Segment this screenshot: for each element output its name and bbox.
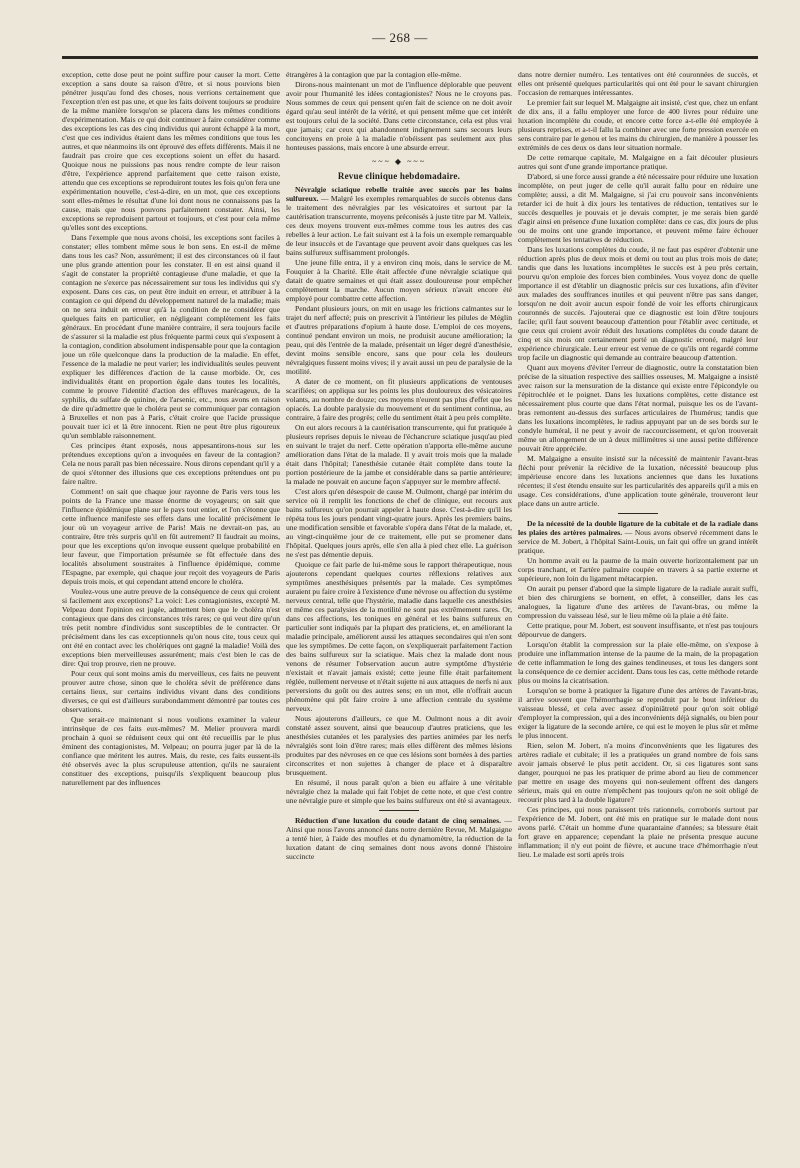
column-left [62, 70, 280, 1150]
paragraph: On aurait pu penser d'abord que la simple ligature de la radiale aurait suffi, et bien des chirurgiens se bornent, en effet, à conseiller, dans les cas analogues, la ligature d'une des artères de l'avant-bras, ou même la compression du vaisseau lésé, sur le lieu même où la plaie a été faite. [518, 584, 758, 620]
article-paragraph [518, 519, 758, 555]
paragraph-text: — Malgré les exemples remarquables de succès obtenus dans le traitement des névralgies par les vésicatoires et surtout par la cautérisation transcurrente, moyens préconisés à juste titre par M. Valleix, ces deux moyens trouvent eux-mêmes comme tous les autres des cas rebelles à leur action. Le fait suivant est à la fois un exemple remarquable de leur insuccès et de l'avantage que peuvent avoir dans quelques cas les bains sulfureux suffisamment prolongés. [286, 194, 512, 257]
paragraph: Rien, selon M. Jobert, n'a moins d'inconvénients que les ligatures des artères radiale et cubitale; il les a pratiquées un grand nombre de fois sans avoir jamais observé le plus petit accident. Or, si ces ligatures sont sans danger, pourquoi ne pas les pratiquer de prime abord au lieu de commencer par mettre en usage des moyens qui non-seulement offrent des dangers sérieux, mais qui en outre n'empêchent pas toujours qu'on ne soit obligé de recourir plus tard à la double ligature? [518, 741, 758, 804]
section-title: Revue clinique hebdomadaire. [337, 171, 461, 181]
short-divider [618, 513, 658, 514]
paragraph: Un homme avait eu la paume de la main ouverte horizontalement par un corps tranchant, et l'artère palmaire coupée en travers à sa partie externe et supérieure, non loin du ligament métacarpien. [518, 556, 758, 583]
paragraph: exception, cette dose peut ne point suffire pour causer la mort. Cette exception a sans doute sa raison d'être, et si nous pouvions bien pénétrer jusqu'au fond des choses, nous verrions certainement que l'exception n'en est pas une, et que les faits doivent toujours se produire de la même manière lorsqu'on se placera dans les mêmes conditions d'expérimentation. Mais ce qui doit continuer à faire considérer comme des exceptions les cas des cinq individus qui auront échappé à la mort, c'est que ces individus étaient dans les mêmes conditions que tous les autres, et que néanmoins ils ont éprouvé des effets différents. Mais il ne faudrait pas croire que ces exceptions soient un effet du hasard. Quoique nous ne puissions pas nous rendre compte de leur raison d'être, l'expérience apprend parfaitement que cette raison existe, attendu que ces exceptions se reproduiront toutes les fois qu'on fera une expérimentation nouvelle, c'est-à-dire, en un mot, que ces exceptions sont elles-mêmes le résultat d'une loi dont nous ne connaissons pas la cause, mais que nous pouvons parfaitement constater. Ainsi, les exceptions se reproduisent partout et toujours, et c'est pour cela même qu'elles sont des exceptions. [62, 70, 280, 232]
article-title: De la nécessité de la double ligature de la cubitale et de la radiale dans les plaies des artères palmaires. [518, 519, 758, 537]
article-paragraph [286, 816, 512, 861]
paragraph: M. Malgaigne a ensuite insisté sur la nécessité de maintenir l'avant-bras fléchi pour prévenir la récidive de la luxation, nécessité beaucoup plus impérieuse encore dans les luxations anciennes que dans les luxations récentes; il s'est étendu ensuite sur les particularités des appareils qu'il a mis en usage. Ces considérations, d'une application toute générale, trouveront leur place dans un autre article. [518, 454, 758, 508]
paragraph-text: — Nous avons observé récemment dans le service de M. Jobert, à l'hôpital Saint-Louis, un fait qui offre un grand intérêt pratique. [518, 528, 758, 555]
ornament-divider: ~~~ ◆ ~~~ [371, 157, 427, 166]
article-title: Réduction d'une luxation du coude datant de cinq semaines. [295, 816, 502, 825]
paragraph: Comment! on sait que chaque jour rayonne de Paris vers tous les points de la France une masse énorme de voyageurs; on sait que l'influence épidémique plane sur le pays tout entier, et l'on s'étonne que cette influence manifeste ses effets dans une localité précisément le jour où un voyageur arrive de Paris! Mais ne devrait-on pas, au contraire, être très surpris qu'il en fût autrement? Il faudrait au moins, pour que les exceptions qu'on invoque eussent quelque probabilité en leur faveur, que l'importation présumée se fût effectuée dans des localités absolument soustraites à l'influence épidémique, comme l'Espagne, par exemple, qui chaque jour reçoit des voyageurs de Paris depuis trois mois, et qui cependant attend encore le choléra. [62, 487, 280, 586]
paragraph: On eut alors recours à la cautérisation transcurrente, qui fut pratiquée à plusieurs reprises depuis le niveau de l'échancrure sciatique jusqu'au pied en suivant le trajet du nerf. Cette opération n'apporta elle-même aucune amélioration dans l'état de la malade. Il y avait trois mois que la malade était dans l'hôpital; l'anesthésie cutanée était complète dans toute la portion postérieure de la jambe et considérable dans sa partie antérieure; la malade ne pouvait en aucune façon s'appuyer sur le membre affecté. [286, 423, 512, 486]
paragraph: Le premier fait sur lequel M. Malgaigne ait insisté, c'est que, chez un enfant de dix ans, il a fallu employer une force de 400 livres pour réduire une luxation incomplète du coude, et encore cette force a-t-elle été employée à plusieurs reprises, et a-t-il fallu la combiner avec une forte pression exercée en sens contraire par le genou et les mains du chirurgien, de manière à pousser les extrémités de ces deux os dans leur situation normale. [518, 98, 758, 152]
paragraph: Que serait-ce maintenant si nous voulions examiner la valeur intrinsèque de ces faits eux-mêmes? M. Melier prouvera mardi prochain à quoi se réduisent ceux qui ont été recueillis par le plus éminent des contagionistes, M. Velpeau; on pourra juger par là de la confiance que méritent les autres. Mais, du reste, ces faits eussent-ils été observés avec la plus scrupuleuse attention, qu'ils ne sauraient constituer des exceptions, puisqu'ils s'expliquent beaucoup plus naturellement par des influences [62, 715, 280, 787]
paragraph: Voulez-vous une autre preuve de la conséquence de ceux qui croient si facilement aux exceptions? La voici: Les contagionistes, excepté M. Velpeau dont l'opinion est jugée, admettent bien que le choléra n'est contagieux que dans des circonstances très rares; ce qui veut dire qu'un très petit nombre d'individus sont susceptibles de le contracter. Or précisément dans les cas exceptionnels qu'on nous cite, tous ceux qui ont été en contact avec les cholériques ont gagné la maladie! Voilà des exceptions bien merveilleuses assurément; mais c'est bien le cas de dire: Qui trop prouve, rien ne prouve. [62, 587, 280, 668]
column-middle [286, 70, 512, 1150]
paragraph: Pour ceux qui sont moins amis du merveilleux, ces faits ne peuvent prouver autre chose, sinon que le choléra sévit de préférence dans certains lieux, sur certains individus vivant dans des conditions diverses, ce qui est d'ailleurs surabondamment démontré par toutes ces observations. [62, 669, 280, 714]
paragraph: C'est alors qu'en désespoir de cause M. Oulmont, chargé par intérim du service où il remplit les fonctions de chef de clinique, eut recours aux bains sulfureux qu'on pourrait appeler à haute dose. C'est-à-dire qu'il les répéta tous les jours pendant vingt-quatre jours. Après les premiers bains, une modification sensible et favorable s'opéra dans l'état de la malade, et, au vingt-cinquième jour de ce traitement, elle put se promener dans l'hôpital. Quelques jours après, elle s'en alla à pied chez elle. La guérison ne s'est pas démentie depuis. [286, 487, 512, 559]
paragraph: Dirons-nous maintenant un mot de l'influence déplorable que peuvent avoir pour l'humanité les idées contagionistes? Nous ne le croyons pas. Nous sommes de ceux qui pensent qu'en fait de science on ne doit avoir égard qu'au seul intérêt de la vérité, et qui pensent même que cet intérêt est toujours celui de la société. Dans cette circonstance, cela est plus vrai que jamais; car ceux qui abandonnent indignement sans secours leurs concitoyens en proie à la maladie n'obéissent pas seulement aux plus honteuses passions, mais encore à une absurde erreur. [286, 80, 512, 152]
article-paragraph [286, 185, 512, 257]
paragraph: Ces principes étant exposés, nous appesantirons-nous sur les prétendues exceptions qu'on a invoquées en faveur de la contagion? Cela ne nous paraît pas bien nécessaire. Nous dirons cependant qu'il y a de quoi s'étonner des illusions que ces exceptions prétendues ont pu faire naître. [62, 441, 280, 486]
paragraph: Quant aux moyens d'éviter l'erreur de diagnostic, outre la constatation bien précise de la situation respective des saillies osseuses, M. Malgaigne a insisté avec raison sur la mensuration de la distance qui existe entre l'épicondyle ou l'épitrochlée et le poignet. Dans les luxations complètes, cette distance est nécessairement plus courte que dans l'état normal, puisque les os de l'avant-bras remontent au-dessus des surfaces articulaires de l'humérus; tandis que dans les luxations incomplètes, le radius appuyant par un de ses bords sur le condyle huméral, il ne peut y avoir de raccourcissement, et qu'on trouverait même un allongement de un à deux millimètres si une aussi petite différence pouvait être appréciée. [518, 363, 758, 453]
paragraph: dans notre dernier numéro. Les tentatives ont été couronnées de succès, et elles ont présenté quelques particularités qui ont été pour le savant chirurgien l'occasion de remarques intéressantes. [518, 70, 758, 97]
paragraph: Quoique ce fait parle de lui-même sous le rapport thérapeutique, nous ajouterons cependant quelques courtes réflexions relatives aux symptômes anesthésiques présentés par la malade. Ces symptômes auraient pu faire croire à l'existence d'une névrose ou affection du système nerveux central, telle que l'hystérie, maladie dans laquelle ces anesthésies et même ces paralysies de la motilité ne sont pas extrêmement rares. Or, dans ces affections, les toniques en général et les bains sulfureux en particulier sont indiqués par la plupart des praticiens, et, en améliorant la maladie principale, améliorent aussi les attaques secondaires qui n'en sont que les symptômes. De cette façon, on s'expliquerait parfaitement l'action des bains sulfureux sur la sciatique. Mais chez la malade dont nous venons de résumer l'observation aucun autre symptôme d'hystérie n'existait et n'avait jamais existé; cette jeune fille était parfaitement réglée, nullement nerveuse et n'était sujette ni aux attaques de nerfs ni aux perversions du goût ou des autres sens; en un mot, elle n'offrait aucun phénomène qui pût faire croire à une affection centrale du système nerveux. [286, 560, 512, 713]
header-rule [62, 56, 758, 59]
paragraph: Dans l'exemple que nous avons choisi, les exceptions sont faciles à constater; elles tombent même sous le bon sens. En est-il de même dans tous les cas? Non, assurément; il est des circonstances où il faut une plus grande attention pour les constater. Il en est ainsi quand il s'agit de constater la propriété contagieuse d'une maladie, et que la contagion ne s'exerce pas nécessairement sur tous les individus qui s'y exposent. Dans ces cas, on peut être induit en erreur, et attribuer à la contagion ce qui dépend du développement naturel de la maladie; mais on ne sera induit en erreur qu'à la condition de ne considérer que quelques faits en particulier, en négligeant complètement les faits généraux. En procédant d'une manière contraire, il sera toujours facile de s'assurer si la maladie est plus fréquente parmi ceux qui s'exposent à la contagion, condition absolument indispensable pour que la contagion joue un rôle quelconque dans la production de la maladie. En effet, l'essence de la maladie ne peut varier; les individualités seules peuvent expliquer les différences d'action de la cause morbide. Or, ces individualités étant en proportion égale dans toutes les localités, comme le prouve l'identité d'action des effluves marécageux, de la syphilis, du sulfate de quinine, de l'arsenic, etc., nous avons en raison de dire qu'admettre que le choléra peut se communiquer par contagion à Bruxelles et non pas à Paris, c'était croire que l'acide prussique pouvait tuer ici et là être innocent. Rien ne peut être plus rigoureux qu'un semblable raisonnement. [62, 233, 280, 440]
paragraph: Lorsqu'on se borne à pratiquer la ligature d'une des artères de l'avant-bras, il arrive souvent que l'hémorrhagie se reproduit par le bout inférieur du vaisseau blessé, et cela avec assez d'opiniâtreté pour qu'on soit obligé d'employer la compression, qui a des inconvénients déjà signalés, ou bien pour exiger la ligature de la seconde artère, ce qui est le moyen le plus sûr et même le plus innocent. [518, 686, 758, 740]
paragraph: De cette remarque capitale, M. Malgaigne en a fait découler plusieurs autres qui sont d'une grande importance pratique. [518, 153, 758, 171]
paragraph: Dans les luxations complètes du coude, il ne faut pas espérer d'obtenir une réduction après plus de deux mois et demi ou tout au plus trois mois de date; tandis que dans les luxations incomplètes le succès est à peu près certain, pourvu qu'on emploie des forces bien combinées. Vous voyez donc de quelle importance il est d'établir un diagnostic précis sur ces luxations, afin d'éviter aux malades des souffrances inutiles et qui peuvent n'être pas sans danger, lorsqu'on ne doit avoir aucun espoir fondé de voir les efforts chirurgicaux couronnés de succès. J'ajouterai que ce diagnostic est loin d'être toujours facile; qu'il faut souvent beaucoup d'attention pour l'établir avec certitude, et que ceux qui croient avoir réduit des luxations complètes du coude datant de cinq et six mois ont certainement porté un diagnostic erroné, malgré leur expérience chirurgicale. Leur erreur est venue de ce qu'ils ont regardé comme trop facile un diagnostic qui demande au contraire beaucoup d'attention. [518, 245, 758, 362]
paragraph: Une jeune fille entra, il y a environ cinq mois, dans le service de M. Fouquier à la Charité. Elle était affectée d'une névralgie sciatique qui datait de quatre semaines et qui était assez douloureuse pour empêcher complètement la marche. Aucun moyen sérieux n'avait encore été employé pour combattre cette affection. [286, 258, 512, 303]
column-right [518, 70, 758, 1150]
paragraph: étrangères à la contagion que par la contagion elle-même. [286, 70, 462, 79]
paragraph: A dater de ce moment, on fit plusieurs applications de ventouses scarifiées; on appliqua sur les points les plus douloureux des vésicatoires volants, au nombre de douze; ces moyens n'eurent pas plus d'effet que les opiacés. La double paralysie du mouvement et du sentiment continua, au contraire, à faire des progrès; celle du sentiment était à peu près complète. [286, 377, 512, 422]
article-title: Névralgie sciatique rebelle traitée avec succès par les bains sulfureux. [286, 185, 512, 203]
paragraph: Cette pratique, pour M. Jobert, est souvent insuffisante, et n'est pas toujours dépourvue de dangers. [518, 621, 758, 639]
paragraph: En résumé, il nous paraît qu'on a bien eu affaire à une véritable névralgie chez la malade qui fait l'objet de cette note, et que c'est contre une névralgie pure et simple que les bains sulfureux ont été si avantageux. [286, 778, 512, 805]
paragraph-text: — Ainsi que nous l'avons annoncé dans notre dernière Revue, M. Malgaigne a tenté hier, à l'aide des moufles et du dynamomètre, la réduction de la luxation datant de cinq semaines dont nous avons donné l'histoire succincte [286, 816, 512, 861]
paragraph: Nous ajouterons d'ailleurs, ce que M. Oulmont nous a dit avoir constaté assez souvent, ainsi que beaucoup d'autres praticiens, que les anesthésies cutanées et les paralysies des parties animées par les nerfs névralgiés sont loin d'être rares; mais elles diffèrent des mêmes lésions produites par des névroses en ce que ces lésions sont bornées à des parties circonscrites et non sujettes à changer de place et à disparaître brusquement. [286, 714, 512, 777]
paragraph: Ces principes, qui nous paraissent très rationnels, corroborés surtout par l'expérience de M. Jobert, ont été mis en pratique sur le malade dont nous avons parlé. C'était un homme d'une quarantaine d'années; sa blessure était fort grave en apparence; cependant la plaie ne présenta presque aucune inflammation; il n'y eut point de fièvre, et aucune trace d'hémorrhagie n'eut lieu. Le malade est sorti après trois [518, 805, 758, 859]
paragraph: Pendant plusieurs jours, on mit en usage les frictions calmantes sur le trajet du nerf affecté; puis on prescrivit à l'intérieur les pilules de Méglin et d'autres préparations d'opium à haute dose. L'emploi de ces moyens, continué pendant environ un mois, ne produisit aucune amélioration; la peau, qui dès l'entrée de la malade, présentait un léger degré d'anesthésie, devint moins sensible encore, sans que pour cela les douleurs névralgiques fussent moins vives; il y avait aussi un peu de paralysie de la motilité. [286, 304, 512, 376]
paragraph: Lorsqu'on établit la compression sur la plaie elle-même, on s'expose à produire une inflammation intense de la paume de la main, de la propagation de cette inflammation le long des gaines tendineuses, et tous les dangers sont la conséquence de ce dernier accident. Dans tous les cas, cette méthode retarde plus ou moins la cicatrisation. [518, 640, 758, 685]
paragraph: D'abord, si une force aussi grande a été nécessaire pour réduire une luxation incomplète, on peut juger de celle qu'il aurait fallu pour en réduire une complète; aussi, a dit M. Malgaigne, si j'ai cru pouvoir sans inconvénients retarder ici de huit à dix jours les tentatives de réduction, tentatives sur le succès desquelles je pouvais et je devais compter, je me serais bien gardé d'agir ainsi en présence d'une luxation complète: dans ce cas, dix jours de plus ou de moins ont une grande importance, et peuvent même faire échouer complètement les tentatives de réduction. [518, 172, 758, 244]
short-divider [379, 810, 419, 811]
page-number: — 268 — [372, 30, 428, 45]
